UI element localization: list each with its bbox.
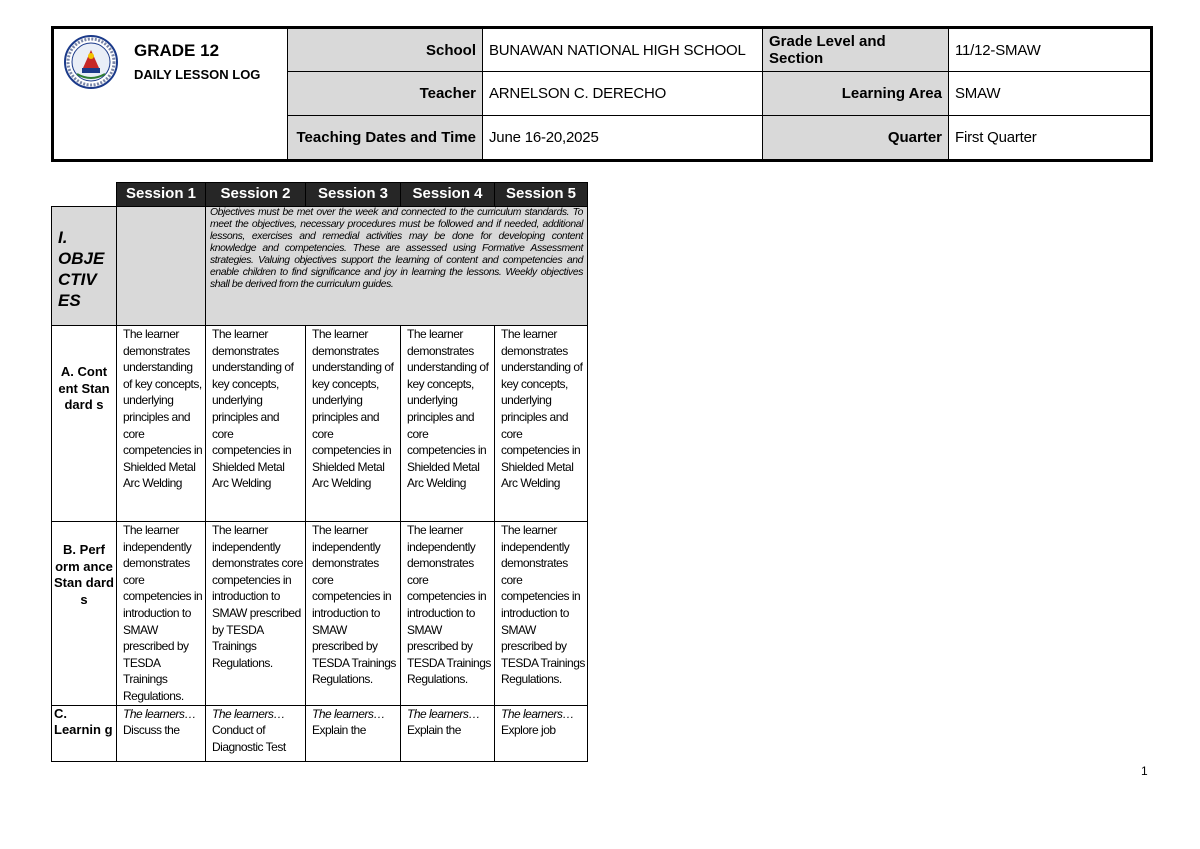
session-2-header: Session 2 [206, 183, 306, 207]
learning-lead: The learners… [501, 706, 574, 721]
teaching-dates-value: June 16-20,2025 [483, 116, 763, 159]
quarter-value: First Quarter [955, 128, 1037, 146]
lesson-log-header [51, 26, 1153, 162]
grade-section-label: Grade Level and Section [763, 29, 949, 72]
learning-lead: The learners… [407, 706, 480, 721]
content-standards-label: A. Cont ent Stan dard s [52, 326, 117, 522]
learning-lead: The learners… [312, 706, 385, 721]
performance-standard-cell: The learner independently demonstrates core competencies in introduction to SMAW prescribed by TESDA Trainings Regulations. [495, 522, 588, 706]
performance-standards-label: B. Perf orm ance Stan dard s [52, 522, 117, 706]
teaching-dates-label: Teaching Dates and Time [288, 116, 483, 159]
performance-standard-cell: The learner independently demonstrates core competencies in introduction to SMAW prescribed by TESDA Trainings Regulations. [206, 522, 306, 706]
content-standard-cell: The learner demonstrates understanding of key concepts, underlying principles and core competencies in Shielded Metal Arc Welding [306, 326, 401, 522]
content-standard-cell: The learner demonstrates understanding of key concepts, underlying principles and core competencies in Shielded Metal Arc Welding [495, 326, 588, 522]
log-title: DAILY LESSON LOG [134, 67, 261, 82]
session-1-header: Session 1 [117, 183, 206, 207]
objectives-label: I. OBJE CTIV ES [52, 207, 117, 326]
logo-cell [54, 29, 288, 159]
session-4-header: Session 4 [401, 183, 495, 207]
learning-area-value: SMAW [949, 72, 1150, 115]
grade-section-value: 11/12-SMAW [949, 29, 1150, 72]
learning-competencies-label: C. Learnin g [52, 705, 117, 761]
school-value: BUNAWAN NATIONAL HIGH SCHOOL [483, 29, 763, 72]
grade-title: GRADE 12 [134, 41, 220, 60]
header-info-grid [288, 29, 1150, 159]
learning-cell [306, 705, 401, 761]
learning-lead: The learners… [212, 706, 285, 721]
performance-standard-cell: The learner independently demonstrates core competencies in introduction to SMAW prescribed by TESDA Trainings Regulations. [306, 522, 401, 706]
learning-area-label: Learning Area [763, 72, 949, 115]
teacher-label: Teacher [288, 72, 483, 115]
daily-lesson-table [51, 182, 588, 762]
session-5-header: Session 5 [495, 183, 588, 207]
teacher-value: ARNELSON C. DERECHO [483, 72, 763, 115]
learning-text: Explore job [501, 723, 556, 738]
performance-standard-cell: The learner independently demonstrates core competencies in introduction to SMAW prescribed by TESDA Trainings Regulations. [401, 522, 495, 706]
learning-lead: The learners… [123, 706, 196, 721]
learning-cell [401, 705, 495, 761]
objectives-note: Objectives must be met over the week and connected to the curriculum standards. To meet the objectives, necessary procedures must be followed and if needed, additional lessons, exercises and remedial activities may be done for developing content knowledge and competencies. These are assessed using Formative Assessment strategies. Valuing objectives support the learning of content and competencies and enable children to find significance and joy in learning the lessons. Weekly objectives shall be derived from the curriculum guides. [206, 207, 588, 326]
learning-cell [495, 705, 588, 761]
school-label: School [288, 29, 483, 72]
quarter-label: Quarter [763, 116, 949, 159]
page-number: 1 [1141, 764, 1148, 778]
learning-cell [117, 705, 206, 761]
objectives-blank-cell [117, 207, 206, 326]
learning-text: Explain the [312, 723, 366, 738]
school-seal-logo [63, 34, 119, 90]
corner-cell [52, 183, 117, 207]
performance-standard-cell: The learner independently demonstrates core competencies in introduction to SMAW prescribed by TESDA Trainings Regulations. [117, 522, 206, 706]
session-3-header: Session 3 [306, 183, 401, 207]
learning-text: Conduct of Diagnostic Test [212, 723, 286, 754]
content-standard-cell: The learner demonstrates understanding of key concepts, underlying principles and core competencies in Shielded Metal Arc Welding [206, 326, 306, 522]
learning-text: Discuss the [123, 723, 180, 738]
content-standard-cell: The learner demonstrates understanding of key concepts, underlying principles and core competencies in Shielded Metal Arc Welding [401, 326, 495, 522]
learning-text: Explain the [407, 723, 461, 738]
learning-cell [206, 705, 306, 761]
content-standard-cell: The learner demonstrates understanding of key concepts, underlying principles and core competencies in Shielded Metal Arc Welding [117, 326, 206, 522]
